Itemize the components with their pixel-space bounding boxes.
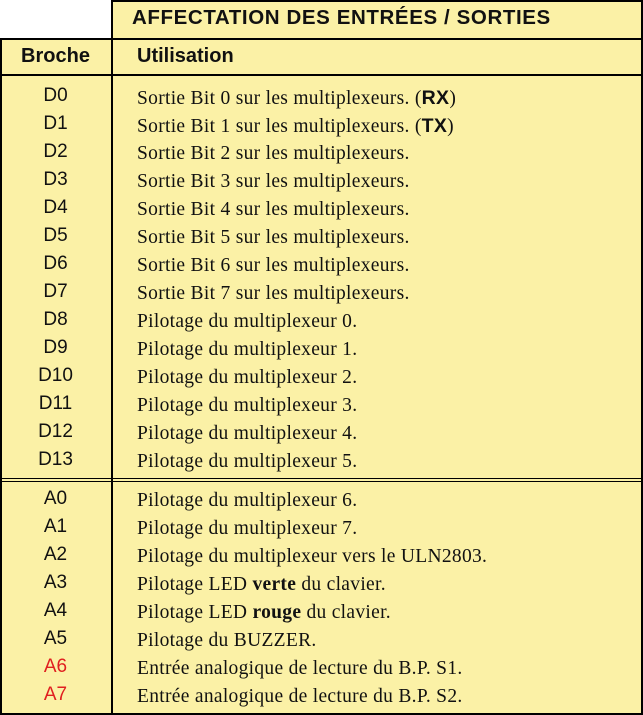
table-row — [0, 140, 643, 168]
pin-label: D12 — [38, 421, 73, 442]
pin-label: D8 — [43, 309, 68, 330]
table-row — [0, 571, 643, 599]
pin-label: D9 — [43, 337, 68, 358]
table-row — [0, 392, 643, 420]
usage-text: Pilotage du multiplexeur 3. — [137, 395, 358, 416]
table-row — [0, 487, 643, 515]
table-row — [0, 196, 643, 224]
pin-label: A1 — [43, 516, 68, 537]
table-row — [0, 252, 643, 280]
table-row — [0, 655, 643, 683]
table-row — [0, 599, 643, 627]
usage-text: Sortie Bit 6 sur les multiplexeurs. — [137, 255, 410, 276]
table-row — [0, 84, 643, 112]
pin-label: A2 — [43, 544, 68, 565]
group-divider — [0, 478, 643, 482]
usage-text: Pilotage LED verte du clavier. — [137, 574, 386, 595]
usage-text: Sortie Bit 2 sur les multiplexeurs. — [137, 143, 410, 164]
pin-label: A4 — [43, 600, 68, 621]
table-row — [0, 543, 643, 571]
pin-label: A0 — [43, 488, 68, 509]
pin-label: A6 — [43, 656, 68, 677]
table-row — [0, 168, 643, 196]
usage-text: Pilotage du multiplexeur 1. — [137, 339, 358, 360]
table-row — [0, 627, 643, 655]
usage-text: Pilotage LED rouge du clavier. — [137, 602, 391, 623]
pin-label: D10 — [38, 365, 73, 386]
usage-text: Entrée analogique de lecture du B.P. S2. — [137, 686, 463, 707]
usage-text: Pilotage du multiplexeur 6. — [137, 490, 358, 511]
usage-text: Sortie Bit 7 sur les multiplexeurs. — [137, 283, 410, 304]
pin-label: A3 — [43, 572, 68, 593]
pin-label: D6 — [43, 253, 68, 274]
header-divider — [0, 74, 643, 76]
header-usage: Utilisation — [137, 45, 234, 67]
table-row — [0, 364, 643, 392]
table-title: AFFECTATION DES ENTRÉES / SORTIES — [132, 6, 551, 29]
usage-text: Pilotage du BUZZER. — [137, 630, 317, 651]
usage-text: Pilotage du multiplexeur vers le ULN2803. — [137, 546, 488, 567]
usage-text: Sortie Bit 4 sur les multiplexeurs. — [137, 199, 410, 220]
pin-label: D4 — [43, 197, 68, 218]
pin-label: D0 — [43, 85, 68, 106]
usage-text: Pilotage du multiplexeur 4. — [137, 423, 358, 444]
table-row — [0, 280, 643, 308]
table-row — [0, 683, 643, 711]
pin-label: D2 — [43, 141, 68, 162]
pin-label: D5 — [43, 225, 68, 246]
pin-label: D13 — [38, 449, 73, 470]
table-row — [0, 112, 643, 140]
usage-text: Sortie Bit 0 sur les multiplexeurs. (RX) — [137, 87, 457, 109]
pin-label: D7 — [43, 281, 68, 302]
header-pin: Broche — [21, 45, 90, 67]
usage-text: Sortie Bit 1 sur les multiplexeurs. (TX) — [137, 115, 454, 137]
usage-text: Sortie Bit 5 sur les multiplexeurs. — [137, 227, 410, 248]
table-row — [0, 308, 643, 336]
pin-label: A7 — [43, 684, 68, 705]
usage-text: Pilotage du multiplexeur 2. — [137, 367, 358, 388]
table-row — [0, 515, 643, 543]
table-row — [0, 448, 643, 476]
table-row — [0, 420, 643, 448]
usage-text: Pilotage du multiplexeur 5. — [137, 451, 358, 472]
table-row — [0, 336, 643, 364]
usage-text: Entrée analogique de lecture du B.P. S1. — [137, 658, 463, 679]
usage-text: Sortie Bit 3 sur les multiplexeurs. — [137, 171, 410, 192]
pin-label: D3 — [43, 169, 68, 190]
pin-label: D1 — [43, 113, 68, 134]
table-row — [0, 224, 643, 252]
usage-text: Pilotage du multiplexeur 0. — [137, 311, 358, 332]
usage-text: Pilotage du multiplexeur 7. — [137, 518, 358, 539]
pin-label: D11 — [38, 393, 73, 414]
pin-label: A5 — [43, 628, 68, 649]
